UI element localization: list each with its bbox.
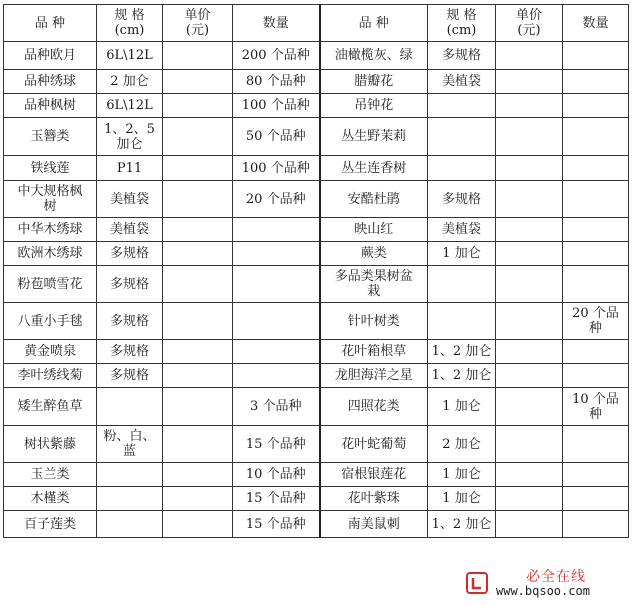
table-cell: 多规格 (97, 364, 163, 388)
footer-watermark (466, 566, 626, 602)
table-cell: 四照花类 (320, 388, 428, 426)
column-header: 单价 (元) (163, 5, 233, 42)
table-cell (496, 266, 563, 303)
table-cell: 1、2、5 加仑 (97, 118, 163, 156)
table-cell (496, 463, 563, 487)
table-cell: 中华木绣球 (4, 218, 97, 242)
table-cell: 2 加仑 (428, 426, 496, 463)
table-row (4, 426, 629, 463)
table-cell: 多规格 (97, 266, 163, 303)
table-cell (563, 156, 629, 181)
table-cell (496, 511, 563, 538)
table-row (4, 303, 629, 340)
table-header-row (4, 5, 629, 42)
table-cell (563, 181, 629, 218)
table-cell (163, 511, 233, 538)
table-cell: 八重小手毬 (4, 303, 97, 340)
table-cell (496, 242, 563, 266)
table-cell: 玉簪类 (4, 118, 97, 156)
table-cell (496, 388, 563, 426)
table-cell (496, 118, 563, 156)
table-row (4, 266, 629, 303)
table-cell (496, 218, 563, 242)
table-cell: 李叶绣线菊 (4, 364, 97, 388)
table-cell (496, 487, 563, 511)
table-cell (496, 156, 563, 181)
table-cell (233, 364, 320, 388)
table-row (4, 156, 629, 181)
table-cell: 多规格 (97, 303, 163, 340)
table-cell (163, 426, 233, 463)
table-cell: 百子莲类 (4, 511, 97, 538)
table-cell: 树状紫藤 (4, 426, 97, 463)
table-cell: 美植袋 (428, 218, 496, 242)
table-cell (563, 426, 629, 463)
table-cell (163, 364, 233, 388)
table-cell: 15 个品种 (233, 511, 320, 538)
table-cell (163, 94, 233, 118)
table-cell: 美植袋 (97, 181, 163, 218)
table-cell: 2 加仑 (97, 70, 163, 94)
column-header: 数量 (233, 5, 320, 42)
table-cell: 6L\12L (97, 42, 163, 70)
table-cell (163, 218, 233, 242)
table-cell: 腊瓣花 (320, 70, 428, 94)
table-cell: 品种绣球 (4, 70, 97, 94)
table-cell (163, 70, 233, 94)
table-cell (496, 70, 563, 94)
table-row (4, 70, 629, 94)
table-cell (496, 426, 563, 463)
table-cell (563, 340, 629, 364)
table-cell: 200 个品种 (233, 42, 320, 70)
table-cell: 蕨类 (320, 242, 428, 266)
table-cell (496, 94, 563, 118)
column-header: 单价 (元) (496, 5, 563, 42)
table-cell: 丛生连香树 (320, 156, 428, 181)
table-cell: 1 加仑 (428, 463, 496, 487)
table-cell (428, 94, 496, 118)
table-cell: 多规格 (428, 181, 496, 218)
table-cell (563, 242, 629, 266)
table-cell: 矮生醉鱼草 (4, 388, 97, 426)
table-row (4, 463, 629, 487)
table-cell: 10 个品 种 (563, 388, 629, 426)
table-cell (563, 487, 629, 511)
table-cell (428, 118, 496, 156)
table-cell (563, 266, 629, 303)
table-cell (163, 463, 233, 487)
table-row (4, 94, 629, 118)
table-cell: 50 个品种 (233, 118, 320, 156)
table-cell (163, 42, 233, 70)
table-cell: 中大规格枫 树 (4, 181, 97, 218)
table-cell (163, 487, 233, 511)
table-cell: 粉、白、 蓝 (97, 426, 163, 463)
table-cell: 黄金喷泉 (4, 340, 97, 364)
bqsoo-logo-icon (466, 572, 488, 594)
table-cell: 1、2 加仑 (428, 340, 496, 364)
table-cell: 品种欧月 (4, 42, 97, 70)
table-cell: 多规格 (428, 42, 496, 70)
table-cell: 多规格 (97, 340, 163, 364)
table-cell (233, 242, 320, 266)
table-row (4, 181, 629, 218)
table-cell (428, 266, 496, 303)
table-cell (163, 156, 233, 181)
table-cell (563, 70, 629, 94)
table-cell (163, 118, 233, 156)
column-header: 品 种 (320, 5, 428, 42)
table-row (4, 118, 629, 156)
table-row (4, 42, 629, 70)
column-header: 规 格 (cm) (97, 5, 163, 42)
table-cell: 100 个品种 (233, 94, 320, 118)
table-cell (233, 340, 320, 364)
table-cell: 美植袋 (97, 218, 163, 242)
table-cell: 1、2 加仑 (428, 511, 496, 538)
table-cell: 宿根银莲花 (320, 463, 428, 487)
table-cell (163, 242, 233, 266)
table-cell: 多品类果树盆 栽 (320, 266, 428, 303)
table-cell: 1 加仑 (428, 242, 496, 266)
table-cell: 多规格 (97, 242, 163, 266)
table-cell: 15 个品种 (233, 426, 320, 463)
table-cell: 映山红 (320, 218, 428, 242)
table-cell (563, 118, 629, 156)
table-cell (163, 340, 233, 364)
table-cell: 花叶蛇葡萄 (320, 426, 428, 463)
table-cell: 吊钟花 (320, 94, 428, 118)
table-cell (563, 511, 629, 538)
table-cell (563, 94, 629, 118)
table-cell: 粉苞喷雪花 (4, 266, 97, 303)
table-cell: 油橄榄灰、绿 (320, 42, 428, 70)
table-row (4, 340, 629, 364)
table-cell (496, 42, 563, 70)
table-cell (563, 463, 629, 487)
table-cell: 龙胆海洋之星 (320, 364, 428, 388)
table-cell (163, 181, 233, 218)
table-cell (163, 266, 233, 303)
table-cell: 针叶树类 (320, 303, 428, 340)
table-cell: 15 个品种 (233, 487, 320, 511)
table-body (4, 42, 629, 538)
table-row (4, 242, 629, 266)
table-row (4, 364, 629, 388)
table-cell: 丛生野茉莉 (320, 118, 428, 156)
price-table-container (3, 4, 628, 538)
table-cell (233, 218, 320, 242)
table-cell (496, 303, 563, 340)
price-table (3, 4, 629, 538)
table-cell (163, 388, 233, 426)
column-header: 品 种 (4, 5, 97, 42)
table-row (4, 218, 629, 242)
table-cell (563, 218, 629, 242)
table-row (4, 511, 629, 538)
column-header: 数量 (563, 5, 629, 42)
table-cell: 6L\12L (97, 94, 163, 118)
table-row (4, 388, 629, 426)
table-cell: 欧洲木绣球 (4, 242, 97, 266)
table-cell: 玉兰类 (4, 463, 97, 487)
table-cell (496, 364, 563, 388)
table-cell (97, 388, 163, 426)
table-cell: 木槿类 (4, 487, 97, 511)
table-cell: P11 (97, 156, 163, 181)
table-cell (496, 340, 563, 364)
footer-brand: 必全在线 (526, 569, 586, 585)
table-cell: 1 加仑 (428, 388, 496, 426)
table-cell (233, 266, 320, 303)
table-cell (97, 487, 163, 511)
table-cell: 1、2 加仑 (428, 364, 496, 388)
table-cell: 20 个品 种 (563, 303, 629, 340)
table-cell (97, 511, 163, 538)
table-cell: 美植袋 (428, 70, 496, 94)
table-cell: 铁线莲 (4, 156, 97, 181)
table-row (4, 487, 629, 511)
table-cell (563, 42, 629, 70)
table-cell (233, 303, 320, 340)
table-cell (428, 303, 496, 340)
table-cell: 南美鼠刺 (320, 511, 428, 538)
table-cell (428, 156, 496, 181)
column-header: 规 格 (cm) (428, 5, 496, 42)
table-cell (163, 303, 233, 340)
table-cell: 3 个品种 (233, 388, 320, 426)
footer-site: www.bqsoo.com (496, 584, 590, 598)
table-cell: 80 个品种 (233, 70, 320, 94)
table-cell (97, 463, 163, 487)
table-cell: 花叶箱根草 (320, 340, 428, 364)
table-cell: 品种枫树 (4, 94, 97, 118)
table-cell (496, 181, 563, 218)
table-cell: 花叶紫珠 (320, 487, 428, 511)
table-cell: 10 个品种 (233, 463, 320, 487)
table-cell: 1 加仑 (428, 487, 496, 511)
table-cell (563, 364, 629, 388)
table-cell: 100 个品种 (233, 156, 320, 181)
table-cell: 安酷杜鹃 (320, 181, 428, 218)
table-cell: 20 个品种 (233, 181, 320, 218)
